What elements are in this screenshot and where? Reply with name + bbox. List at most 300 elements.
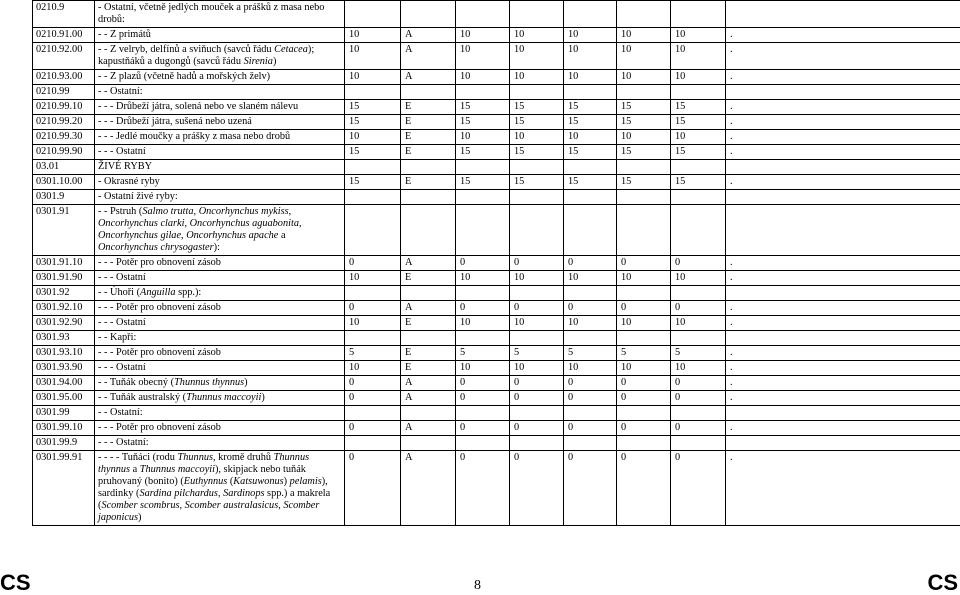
table-row [33,331,960,346]
cn-code: 0301.99 [33,406,95,421]
page-number: 8 [474,579,481,593]
rate-cell: A [401,391,456,406]
table-row [33,421,960,436]
description: - - Ostatní: [95,85,345,100]
rate-cell: E [401,271,456,286]
table-row [33,160,960,175]
rate-cell [564,160,617,175]
rate-cell: 0 [671,301,726,316]
rate-cell: 15 [345,115,401,130]
rate-cell: 10 [671,130,726,145]
rate-cell: 0 [345,391,401,406]
rate-cell: . [726,376,960,391]
rate-cell: 0 [671,421,726,436]
description: - - Úhoři (Anguilla spp.): [95,286,345,301]
rate-cell: 10 [510,361,564,376]
rate-cell: A [401,256,456,271]
rate-cell [671,436,726,451]
table-row [33,100,960,115]
rate-cell [456,1,510,28]
rate-cell [726,406,960,421]
rate-cell: 0 [345,451,401,526]
rate-cell: 5 [671,346,726,361]
rate-cell [401,85,456,100]
rate-cell: 0 [617,376,671,391]
rate-cell [401,190,456,205]
rate-cell: 10 [510,28,564,43]
rate-cell [617,436,671,451]
rate-cell: 10 [345,271,401,286]
description: - - - Ostatní [95,145,345,160]
description: ŽIVÉ RYBY [95,160,345,175]
rate-cell: 0 [510,376,564,391]
description: - - - Potěr pro obnovení zásob [95,256,345,271]
rate-cell [564,436,617,451]
rate-cell: . [726,115,960,130]
cn-code: 0210.93.00 [33,70,95,85]
rate-cell: E [401,145,456,160]
rate-cell: 15 [456,115,510,130]
rate-cell [564,331,617,346]
cn-code: 0301.99.91 [33,451,95,526]
rate-cell [564,205,617,256]
rate-cell [345,286,401,301]
rate-cell: A [401,28,456,43]
description: - - - Ostatní [95,316,345,331]
description: - Ostatní živé ryby: [95,190,345,205]
rate-cell [671,190,726,205]
description: - - Z primátů [95,28,345,43]
rate-cell: 10 [671,28,726,43]
cn-code: 0301.91.10 [33,256,95,271]
description: - - Pstruh (Salmo trutta, Oncorhynchus mykiss, Oncorhynchus clarki, Oncorhynchus aguabonita, Oncorhynchus gilae, Oncorhynchus apache a Oncorhynchus chrysogaster): [95,205,345,256]
rate-cell [456,205,510,256]
rate-cell: 0 [456,391,510,406]
rate-cell: 10 [564,70,617,85]
cn-code: 0301.94.00 [33,376,95,391]
rate-cell [564,190,617,205]
table-row [33,361,960,376]
rate-cell: . [726,361,960,376]
rate-cell: 10 [345,43,401,70]
rate-cell: 0 [617,256,671,271]
rate-cell: 15 [617,175,671,190]
rate-cell: 0 [564,376,617,391]
rate-cell [671,331,726,346]
rate-cell: 15 [564,175,617,190]
rate-cell: 10 [510,130,564,145]
table-row [33,130,960,145]
rate-cell: 0 [617,451,671,526]
rate-cell: . [726,451,960,526]
rate-cell: 10 [617,361,671,376]
description: - - Z velryb, delfínů a sviňuch (savců řádu Cetacea); kapustňáků a dugongů (savců řádu Sirenia) [95,43,345,70]
cn-code: 0210.99.20 [33,115,95,130]
rate-cell [345,160,401,175]
cn-code: 0301.10.00 [33,175,95,190]
rate-cell: 0 [617,391,671,406]
rate-cell [510,190,564,205]
rate-cell [456,85,510,100]
rate-cell [510,205,564,256]
table-row [33,145,960,160]
rate-cell: 10 [671,43,726,70]
rate-cell: 0 [564,451,617,526]
rate-cell [726,205,960,256]
rate-cell: 0 [510,451,564,526]
rate-cell: 10 [564,43,617,70]
description: - - - Ostatní [95,361,345,376]
rate-cell: 0 [345,376,401,391]
rate-cell: A [401,451,456,526]
rate-cell [345,85,401,100]
rate-cell: 0 [456,376,510,391]
rate-cell: . [726,301,960,316]
rate-cell: E [401,346,456,361]
cn-code: 0210.99 [33,85,95,100]
cn-code: 0301.99.9 [33,436,95,451]
rate-cell [671,286,726,301]
rate-cell [726,286,960,301]
rate-cell: 10 [456,43,510,70]
rate-cell [401,286,456,301]
rate-cell: E [401,316,456,331]
description: - - - Drůbeží játra, solená nebo ve slaném nálevu [95,100,345,115]
description: - - Ostatní: [95,406,345,421]
table-row [33,85,960,100]
rate-cell: 10 [456,361,510,376]
rate-cell [564,286,617,301]
rate-cell [671,205,726,256]
rate-cell: 15 [617,115,671,130]
rate-cell: 0 [456,256,510,271]
description: - - Z plazů (včetně hadů a mořských želv) [95,70,345,85]
table-row [33,256,960,271]
cn-code: 0301.93.90 [33,361,95,376]
description: - Ostatní, včetně jedlých mouček a prášků z masa nebo drobů: [95,1,345,28]
rate-cell [617,205,671,256]
rate-cell: 10 [617,43,671,70]
rate-cell [510,1,564,28]
rate-cell [456,160,510,175]
rate-cell: 0 [345,256,401,271]
rate-cell: . [726,346,960,361]
table-row [33,406,960,421]
rate-cell: 10 [671,271,726,286]
rate-cell: 15 [564,145,617,160]
rate-cell: 10 [564,271,617,286]
rate-cell: 15 [564,115,617,130]
rate-cell: 10 [617,28,671,43]
rate-cell [671,85,726,100]
cn-code: 0301.93.10 [33,346,95,361]
rate-cell: 0 [617,421,671,436]
rate-cell: 10 [345,130,401,145]
rate-cell: A [401,70,456,85]
cn-code: 0301.95.00 [33,391,95,406]
rate-cell: 0 [564,391,617,406]
rate-cell [401,331,456,346]
rate-cell: . [726,391,960,406]
rate-cell: . [726,100,960,115]
rate-cell: 0 [345,421,401,436]
rate-cell: 10 [456,70,510,85]
rate-cell: 10 [345,70,401,85]
rate-cell: 0 [564,301,617,316]
rate-cell [617,406,671,421]
rate-cell: 10 [510,43,564,70]
rate-cell: 5 [456,346,510,361]
rate-cell [510,85,564,100]
cn-code: 0301.92.10 [33,301,95,316]
rate-cell: 15 [456,175,510,190]
table-row [33,316,960,331]
rate-cell: 10 [456,271,510,286]
rate-cell: 10 [564,28,617,43]
rate-cell: 0 [456,451,510,526]
footer-language-right: CS [927,571,958,595]
table-row [33,391,960,406]
rate-cell: 0 [564,421,617,436]
rate-cell: . [726,43,960,70]
rate-cell: 10 [456,316,510,331]
rate-cell [401,1,456,28]
rate-cell [456,436,510,451]
rate-cell [617,286,671,301]
rate-cell: 15 [671,175,726,190]
table-row [33,346,960,361]
table-row [33,1,960,28]
rate-cell: 15 [456,145,510,160]
rate-cell: 15 [671,145,726,160]
rate-cell: 10 [510,271,564,286]
cn-code: 0301.92.90 [33,316,95,331]
rate-cell: 10 [345,28,401,43]
rate-cell [401,406,456,421]
rate-cell: E [401,100,456,115]
rate-cell: 15 [564,100,617,115]
rate-cell: 10 [456,28,510,43]
rate-cell [345,406,401,421]
table-row [33,190,960,205]
table-row [33,451,960,526]
cn-code: 0301.99.10 [33,421,95,436]
rate-cell [564,406,617,421]
description: - - - Ostatní [95,271,345,286]
rate-cell: 0 [671,256,726,271]
cn-code: 0210.9 [33,1,95,28]
rate-cell: . [726,145,960,160]
rate-cell: 10 [564,130,617,145]
rate-cell: . [726,256,960,271]
rate-cell [564,1,617,28]
rate-cell: 0 [671,391,726,406]
rate-cell: A [401,421,456,436]
rate-cell [564,85,617,100]
rate-cell: . [726,175,960,190]
rate-cell [726,436,960,451]
tariff-table [32,0,960,526]
rate-cell [617,160,671,175]
rate-cell: 0 [510,421,564,436]
rate-cell: 0 [510,391,564,406]
footer-language-left: CS [0,571,31,595]
rate-cell [345,1,401,28]
rate-cell [617,331,671,346]
rate-cell: 15 [456,100,510,115]
rate-cell [345,205,401,256]
rate-cell [726,85,960,100]
rate-cell: 15 [617,100,671,115]
rate-cell: 5 [617,346,671,361]
rate-cell [345,436,401,451]
rate-cell: . [726,271,960,286]
rate-cell: . [726,130,960,145]
rate-cell: 0 [510,301,564,316]
rate-cell: 15 [345,100,401,115]
rate-cell [345,190,401,205]
rate-cell: 15 [345,175,401,190]
rate-cell: E [401,130,456,145]
rate-cell: 0 [564,256,617,271]
rate-cell: 10 [617,70,671,85]
description: - Okrasné ryby [95,175,345,190]
rate-cell: 15 [510,175,564,190]
cn-code: 0301.91.90 [33,271,95,286]
cn-code: 0210.91.00 [33,28,95,43]
rate-cell [345,331,401,346]
rate-cell: E [401,115,456,130]
cn-code: 0210.99.30 [33,130,95,145]
rate-cell: 5 [564,346,617,361]
rate-cell [456,190,510,205]
rate-cell: 10 [510,70,564,85]
description: - - Kapři: [95,331,345,346]
rate-cell [401,436,456,451]
rate-cell: 10 [564,316,617,331]
rate-cell [510,436,564,451]
rate-cell [671,160,726,175]
rate-cell [456,286,510,301]
description: - - - Potěr pro obnovení zásob [95,421,345,436]
rate-cell [510,286,564,301]
rate-cell: 10 [671,316,726,331]
rate-cell: . [726,70,960,85]
cn-code: 0301.9 [33,190,95,205]
rate-cell: 10 [617,271,671,286]
rate-cell [510,406,564,421]
rate-cell: 0 [510,256,564,271]
rate-cell: 15 [510,145,564,160]
cn-code: 0301.93 [33,331,95,346]
description: - - - Drůbeží játra, sušená nebo uzená [95,115,345,130]
cn-code: 0210.99.90 [33,145,95,160]
rate-cell: 10 [345,316,401,331]
table-row [33,28,960,43]
table-row [33,301,960,316]
cn-code: 0210.99.10 [33,100,95,115]
rate-cell: . [726,28,960,43]
description: - - - Ostatní: [95,436,345,451]
rate-cell: A [401,376,456,391]
rate-cell [671,1,726,28]
rate-cell: 0 [617,301,671,316]
rate-cell: 0 [456,421,510,436]
table-row [33,70,960,85]
table-row [33,115,960,130]
rate-cell [617,1,671,28]
cn-code: 0301.91 [33,205,95,256]
description: - - - Jedlé moučky a prášky z masa nebo drobů [95,130,345,145]
rate-cell: 0 [671,451,726,526]
rate-cell: 0 [456,301,510,316]
description: - - - Potěr pro obnovení zásob [95,346,345,361]
description: - - - - Tuňáci (rodu Thunnus, kromě druhů Thunnus thynnus a Thunnus maccoyii), skipjack nebo tuňák pruhovaný (bonito) (Euthynnus (Katsuwonus) pelamis), sardinky (Sardina pilchardus, Sardinops spp.) a makrela (Scomber scombrus, Scomber australasicus, Scomber japonicus) [95,451,345,526]
rate-cell: 10 [456,130,510,145]
table-row [33,43,960,70]
table-row [33,286,960,301]
rate-cell: 15 [617,145,671,160]
rate-cell: A [401,43,456,70]
table-row [33,436,960,451]
rate-cell [456,406,510,421]
rate-cell: 15 [671,115,726,130]
rate-cell [401,160,456,175]
rate-cell: 0 [671,376,726,391]
rate-cell: 15 [510,115,564,130]
rate-cell: 15 [510,100,564,115]
rate-cell: E [401,175,456,190]
rate-cell: 5 [345,346,401,361]
rate-cell [401,205,456,256]
rate-cell: 10 [564,361,617,376]
rate-cell [726,331,960,346]
description: - - - Potěr pro obnovení zásob [95,301,345,316]
rate-cell [726,1,960,28]
rate-cell: 15 [345,145,401,160]
rate-cell: 10 [345,361,401,376]
table-row [33,205,960,256]
rate-cell: 10 [671,361,726,376]
description: - - Tuňák australský (Thunnus maccoyii) [95,391,345,406]
rate-cell [617,190,671,205]
rate-cell: 10 [617,130,671,145]
table-row [33,271,960,286]
rate-cell [726,160,960,175]
rate-cell [510,160,564,175]
rate-cell: . [726,316,960,331]
rate-cell [671,406,726,421]
cn-code: 0210.92.00 [33,43,95,70]
cn-code: 03.01 [33,160,95,175]
rate-cell: 10 [510,316,564,331]
rate-cell: E [401,361,456,376]
rate-cell: 15 [671,100,726,115]
rate-cell: 10 [617,316,671,331]
rate-cell: . [726,421,960,436]
rate-cell [456,331,510,346]
rate-cell: 5 [510,346,564,361]
rate-cell [510,331,564,346]
rate-cell: A [401,301,456,316]
cn-code: 0301.92 [33,286,95,301]
table-row [33,376,960,391]
rate-cell: 0 [345,301,401,316]
rate-cell [726,190,960,205]
rate-cell [617,85,671,100]
table-row [33,175,960,190]
rate-cell: 10 [671,70,726,85]
